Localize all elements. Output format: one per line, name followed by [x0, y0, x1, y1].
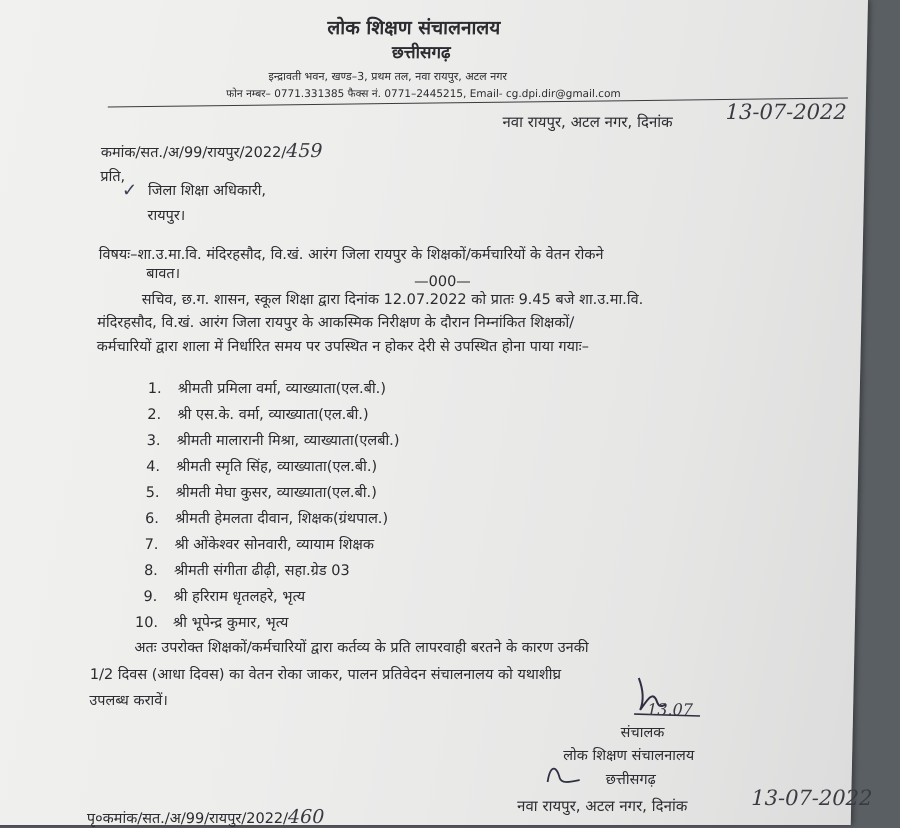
subject-line-1: विषयः–शा.उ.मा.वि. मंदिरहसौद, वि.खं. आरंग जिला रायपुर के शिक्षकों/कर्मचारियों के वेतन रोकने — [98, 247, 604, 263]
staff-item: 5. श्रीमती मेघा कुसर, व्याख्याता(एल.बी.) — [145, 485, 378, 501]
footer-reference-prefix: पृ०कमांक/सत./अ/99/रायपुर/2022/ — [86, 811, 289, 827]
staff-item: 8. श्रीमती संगीता ढीढ़ी, सहा.ग्रेड 03 — [143, 563, 350, 579]
staff-item: 7. श्री ओंकेश्वर सोनवारी, व्यायाम शिक्षक — [144, 537, 375, 553]
staff-item: 2. श्री एस.के. वर्मा, व्याख्याता(एल.बी.) — [147, 407, 369, 423]
office-contact: फोन नम्बर– 0771.331385 फैक्स नं. 0771–2445215, Email- cg.dpi.dir@gmail.com — [225, 88, 621, 100]
letter-date: 13-07-2022 — [725, 100, 847, 124]
para1-line-1: सचिव, छ.ग. शासन, स्कूल शिक्षा द्वारा दिनांक 12.07.2022 को प्रातः 9.45 बजे शा.उ.मा.वि. — [141, 292, 644, 308]
para2-line-3: उपलब्ध करावें। — [89, 693, 168, 709]
footer-reference-handwritten: 460 — [287, 806, 325, 828]
staff-item: 10. श्री भूपेन्द्र कुमार, भृत्य — [134, 615, 289, 631]
office-state: छत्तीसगढ़ — [391, 43, 451, 63]
place-date-label: नवा रायपुर, अटल नगर, दिनांक — [502, 113, 673, 131]
subject-line-2: बावत। — [146, 266, 181, 282]
office-title: लोक शिक्षण संचालनालय — [327, 17, 501, 39]
staff-item: 9. श्री हरिराम धृतलहरे, भृत्य — [143, 589, 306, 605]
recipient-title: जिला शिक्षा अधिकारी, — [147, 183, 267, 199]
footer-place-date-label: नवा रायपुर, अटल नगर, दिनांक — [516, 797, 688, 815]
check-mark-icon: ✓ — [121, 180, 138, 201]
staff-item: 4. श्रीमती स्मृति सिंह, व्याख्याता(एल.बी.) — [146, 459, 378, 475]
para1-line-3: कर्मचारियों द्वारा शाला में निर्धारित समय पर उपस्थित न होकर देरी से उपस्थित होना पाया गयाः– — [96, 339, 590, 355]
para1-line-2: मंदिरहसौद, वि.खं. आरंग जिला रायपुर के आकस्मिक निरीक्षण के दौरान निम्नांकित शिक्षकों/ — [97, 315, 575, 331]
reference-prefix: कमांक/सत./अ/99/रायपुर/2022/ — [100, 145, 287, 161]
separator: —000— — [413, 274, 471, 290]
signature-date: 13.07 — [646, 700, 694, 719]
para2-line-1: अतः उपरोक्त शिक्षकों/कर्मचारियों द्वारा कर्तव्य के प्रति लापरवाही बरतने के कारण उनकी — [134, 640, 589, 656]
office-address: इन्द्रावती भवन, खण्ड–3, प्रथम तल, नवा रायपुर, अटल नगर — [268, 70, 508, 83]
to-label: प्रति, — [100, 169, 126, 185]
para2-line-2: 1/2 दिवस (आधा दिवस) का वेतन रोका जाकर, पालन प्रतिवेदन संचालनालय को यथाशीघ्र — [89, 667, 562, 683]
initial-scribble-icon — [544, 760, 585, 786]
footer-date: 13-07-2022 — [751, 786, 873, 810]
reference-handwritten: 459 — [285, 140, 323, 162]
recipient-city: रायपुर। — [147, 208, 186, 224]
staff-item: 6. श्रीमती हेमलता दीवान, शिक्षक(ग्रंथपाल.) — [144, 511, 389, 527]
designation: संचालक — [620, 725, 665, 741]
reference-number — [101, 140, 323, 162]
signatory-state: छत्तीसगढ़ — [605, 772, 656, 788]
staff-item: 3. श्रीमती मालारानी मिश्रा, व्याख्याता(एलबी.) — [146, 433, 400, 449]
signatory-office: लोक शिक्षण संचालनालय — [562, 748, 695, 764]
staff-item: 1. श्रीमती प्रमिला वर्मा, व्याख्याता(एल.बी.) — [147, 381, 387, 397]
